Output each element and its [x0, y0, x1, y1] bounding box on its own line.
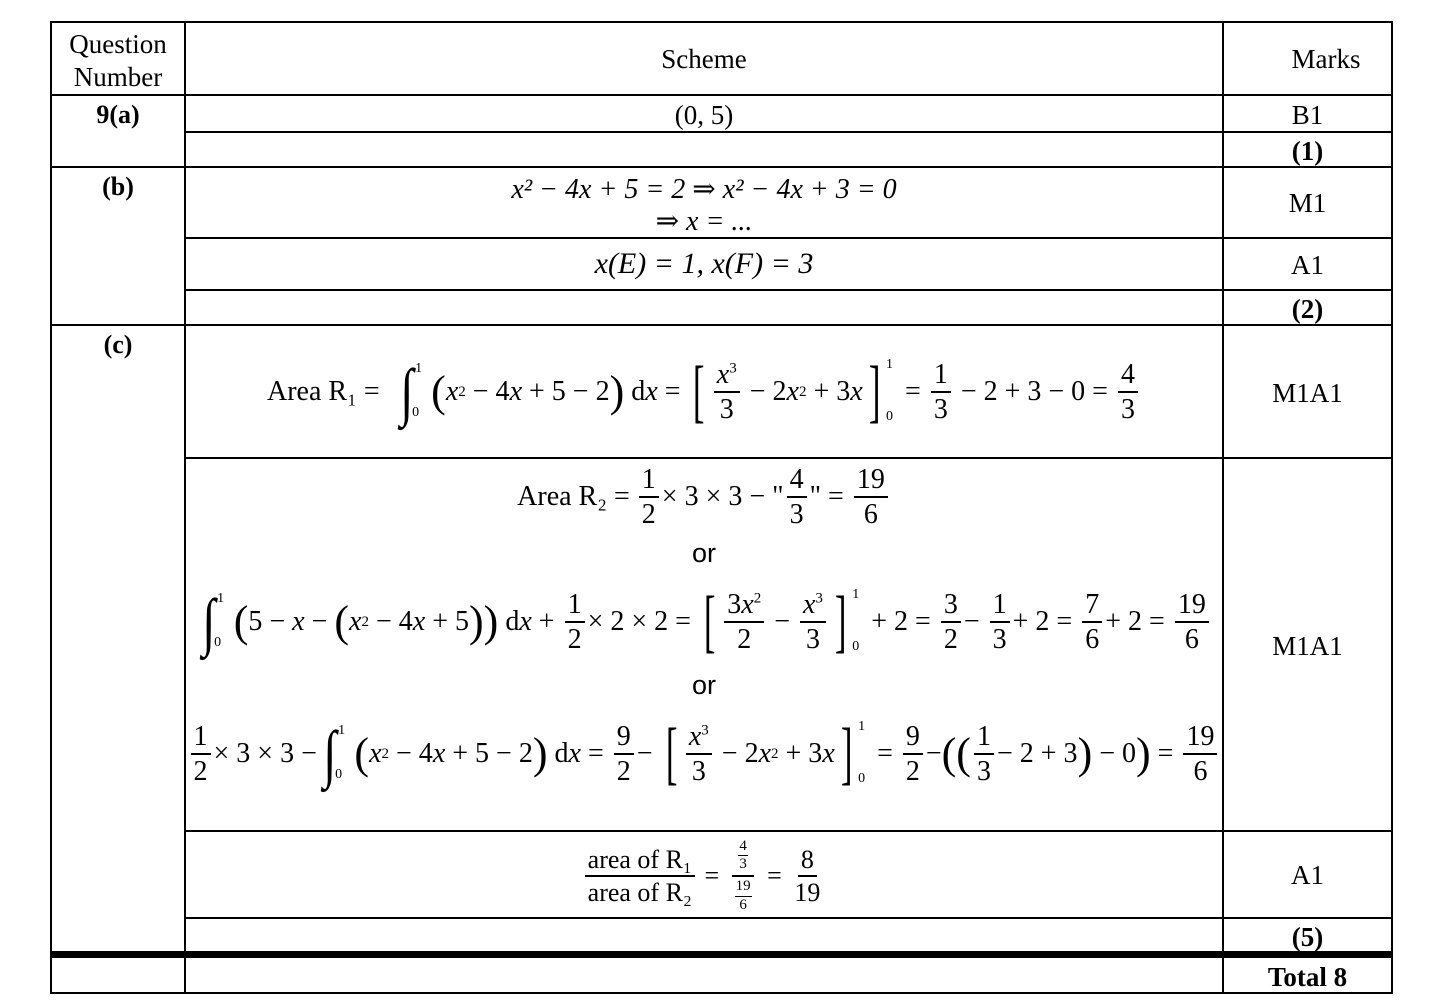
part-a-label: 9(a) — [96, 100, 140, 129]
total-marks: Total 8 — [1267, 962, 1348, 992]
row-separator — [50, 324, 1393, 326]
part-a-answer: (0, 5) — [674, 100, 734, 130]
part-a-mark: B1 — [1291, 100, 1324, 130]
row-separator — [184, 289, 1393, 291]
thick-separator — [50, 951, 1393, 958]
row-separator — [184, 237, 1393, 239]
ratio-denominator: area of R₂ — [587, 878, 692, 907]
area-r2-alternative-2: $\frac{1}{2}$ × 3 × 3 − ∫ 1 0 ( x 2 − 4 x + 5 − 2 ) d x = $\frac{9}{2}$ − [ $\frac{x^3}{3}$ − 2 x 2 + 3 x ] 1 0 = $\frac{9}{2}$ − (( $\frac{1}{3}$ − 2 + 3 ) − 0 ) = $\frac{19}{6}$ — [186, 704, 1222, 804]
header-scheme: Scheme — [661, 44, 747, 74]
or-text: or — [691, 670, 716, 700]
row-separator — [50, 166, 1393, 168]
integral-symbol: ∫ 1 0 — [399, 356, 422, 427]
row-separator — [184, 457, 1393, 459]
area-r2-alternative-1: ∫ 1 0 ( 5 − x − ( x 2 − 4 x + 5 )) d x + $\frac{1}{2}$ × 2 × 2 = [ $\frac{3x^2}{2}$ − $\frac{x^3}{3}$ ] 1 0 + 2 = $\frac{3}{2}$ − $\frac{1}{3}$ + 2 = $\frac{7}{6}$ + 2 = $\frac{19}{6}$ — [186, 572, 1222, 672]
header-marks: Marks — [1291, 44, 1361, 74]
area-r1-label: Area R₁ = — [267, 376, 380, 407]
part-c-subtotal: (5) — [1291, 922, 1324, 952]
part-a-subtotal: (1) — [1291, 136, 1324, 166]
part-c-mark-1: M1A1 — [1272, 378, 1343, 408]
area-ratio: $\frac{\text{area of R₁}}{\text{area of R₂}}$ = $\frac{\frac{4}{3}}{\frac{19}{6}}$ = $\frac{8}{19}$ — [186, 836, 1222, 916]
row-separator — [184, 917, 1393, 919]
part-c-mark-3: A1 — [1291, 860, 1324, 890]
row-separator — [184, 131, 1393, 133]
part-b-label: (b) — [102, 172, 134, 201]
part-c-label: (c) — [103, 330, 133, 359]
part-b-subtotal: (2) — [1291, 294, 1324, 324]
or-text: or — [691, 538, 716, 568]
part-b-mark-2: A1 — [1291, 250, 1324, 280]
part-b-equation: x² − 4x + 5 = 2 ⇒ x² − 4x + 3 = 0 — [511, 174, 897, 205]
area-r2-label: Area R₂ = — [517, 481, 630, 512]
ratio-numerator: area of R₁ — [585, 846, 695, 877]
part-b-result: x(E) = 1, x(F) = 3 — [594, 247, 814, 280]
area-r2-working: Area R₂ = $\frac{1}{2}$ × 3 × 3 − " $\frac{4}{3}$ " = $\frac{19}{6}$ — [186, 462, 1222, 532]
integral-symbol: ∫ 1 0 — [202, 586, 224, 657]
part-b-mark-1: M1 — [1288, 188, 1327, 218]
row-separator — [184, 830, 1393, 832]
header-question-number: Question Number — [69, 29, 167, 92]
part-c-mark-2: M1A1 — [1272, 631, 1343, 661]
header-separator — [50, 94, 1393, 96]
area-r1-working: Area R₁ = ∫ 1 0 ( x 2 − 4 x + 5 − 2 ) d x = [ $\frac{x^3}{3}$ − 2 x 2 + 3 x ] 1 0 = $\frac{1}{3}$ − 2 + 3 − 0 = $\frac{4}{3}$ — [186, 330, 1222, 454]
table-border-top — [50, 21, 1393, 23]
table-border-bottom — [50, 992, 1393, 994]
integral-symbol: ∫ 1 0 — [323, 718, 345, 789]
part-b-solve: ⇒ x = ... — [655, 206, 753, 237]
